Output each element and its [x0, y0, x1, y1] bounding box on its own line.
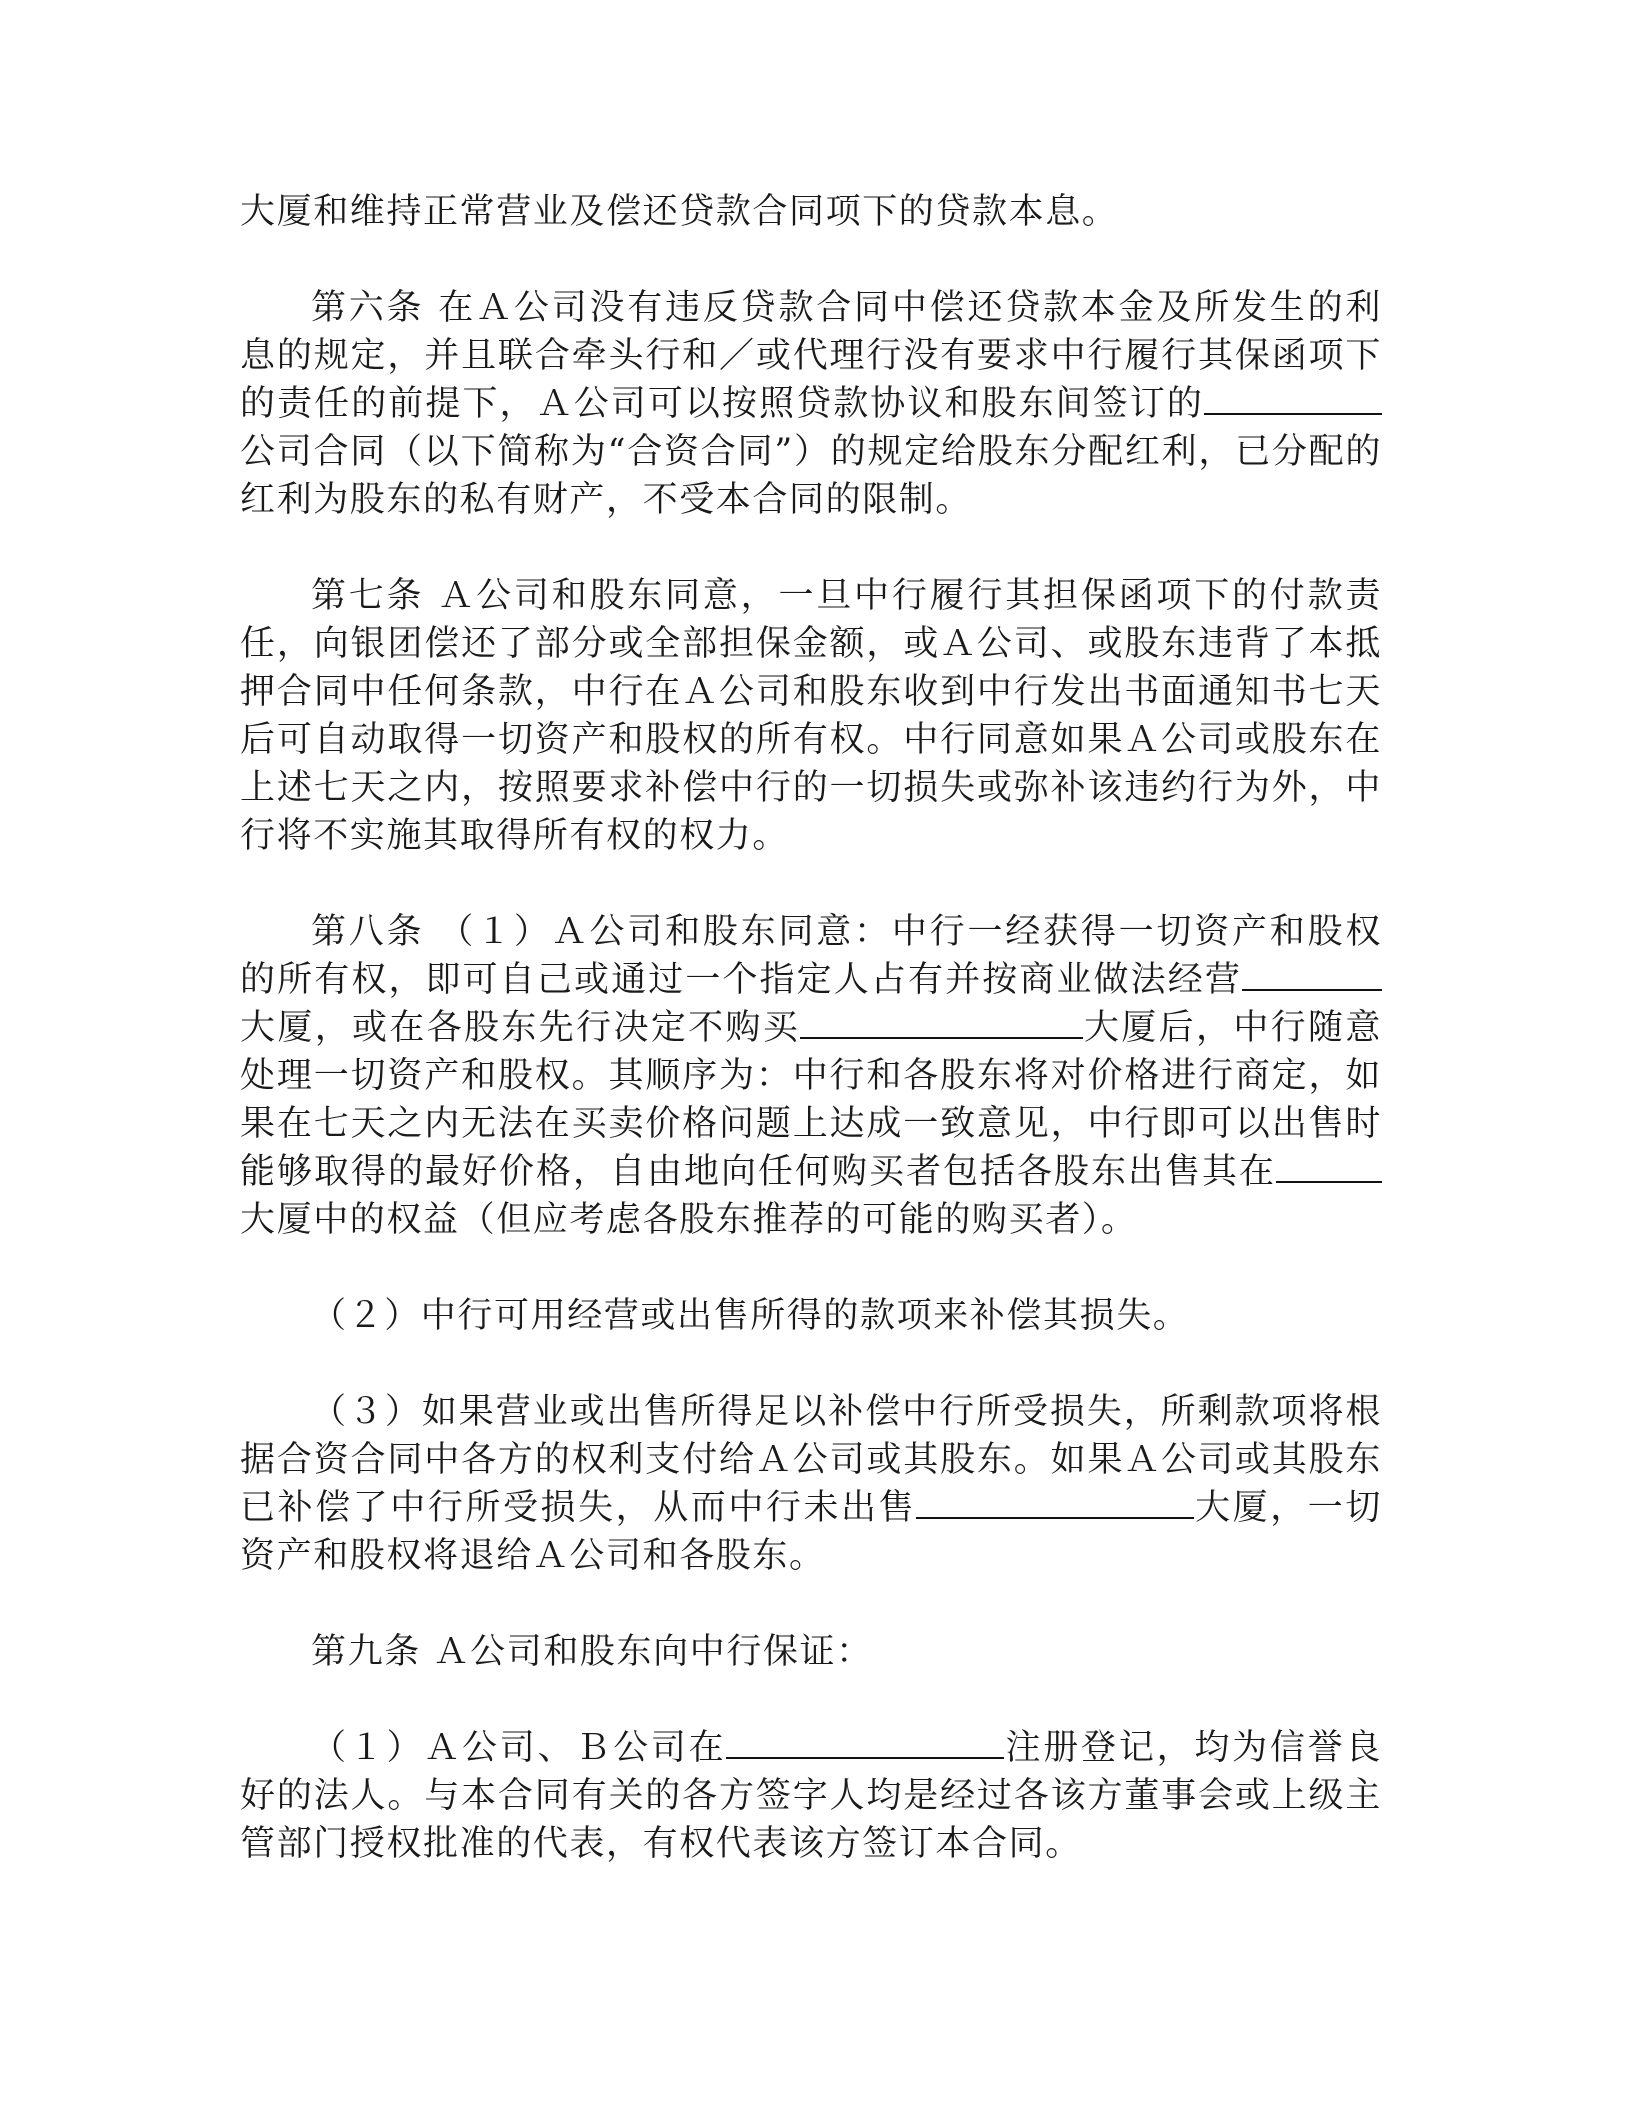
paragraph-text: 大厦和维持正常营业及偿还贷款合同项下的贷款本息。 [240, 192, 1119, 232]
paragraph-text: 大厦中的权益（但应考虑各股东推荐的可能的购买者）。 [240, 1200, 1138, 1240]
paragraph-text: （３）如果营业或出售所得足以补偿中行所受损失，所剩款项将根据合资合同中各方的权利支付给Ａ公司或其股东。如果Ａ公司或其股东已补偿了中行所受损失，从而中行未出售 [240, 1392, 1382, 1528]
fill-in-blank [916, 1487, 1194, 1519]
article-7-paragraph [240, 572, 1382, 860]
paragraph-text: 第九条 Ａ公司和股东向中行保证： [311, 1632, 873, 1672]
paragraph-text: 第八条 （１）Ａ公司和股东同意：中行一经获得一切资产和股权的所有权，即可自己或通过一个指定人占有并按商业做法经营 [240, 912, 1382, 1000]
paragraph-text: 公司合同（以下简称为“合资合同”）的规定给股东分配红利，已分配的红利为股东的私有财产，不受本合同的限制。 [240, 432, 1382, 520]
fill-in-blank [726, 1727, 1004, 1759]
article-6-paragraph [240, 284, 1382, 524]
article-9-clause-1 [240, 1724, 1382, 1868]
article-8-clause-1 [240, 908, 1382, 1244]
article-9-paragraph [240, 1628, 1382, 1676]
paragraph-text: 大厦后，中行随意处理一切资产和股权。其顺序为：中行和各股东将对价格进行商定，如果在七天之内无法在买卖价格问题上达成一致意见，中行即可以出售时能够取得的最好价格，自由地向任何购买者包括各股东出售其在 [240, 1008, 1382, 1192]
fill-in-blank [800, 1007, 1083, 1039]
article-8-clause-3 [240, 1388, 1382, 1580]
paragraph-text: 大厦，一切资产和股权将退给Ａ公司和各股东。 [240, 1488, 1382, 1576]
fill-in-blank [1276, 1151, 1382, 1183]
paragraph-text: （２）中行可用经营或出售所得的款项来补偿其损失。 [311, 1296, 1190, 1336]
paragraph-text: 注册登记，均为信誉良好的法人。与本合同有关的各方签字人均是经过各该方董事会或上级主管部门授权批准的代表，有权代表该方签订本合同。 [240, 1728, 1382, 1864]
paragraph-continuation [240, 188, 1382, 236]
paragraph-text: 大厦，或在各股东先行决定不购买 [240, 1008, 801, 1048]
article-8-clause-2 [240, 1292, 1382, 1340]
fill-in-blank [1242, 959, 1382, 991]
document-body [240, 188, 1382, 1916]
paragraph-text: 第七条 Ａ公司和股东同意，一旦中行履行其担保函项下的付款责任，向银团偿还了部分或全部担保金额，或Ａ公司、或股东违背了本抵押合同中任何条款，中行在Ａ公司和股东收到中行发出书面通知书七天后可自动取得一切资产和股权的所有权。中行同意如果Ａ公司或股东在上述七天之内，按照要求补偿中行的一切损失或弥补该违约行为外，中行将不实施其取得所有权的权力。 [240, 576, 1382, 856]
fill-in-blank [1204, 383, 1382, 415]
paragraph-text: 第六条 在Ａ公司没有违反贷款合同中偿还贷款本金及所发生的利息的规定，并且联合牵头行和／或代理行没有要求中行履行其保函项下的责任的前提下，Ａ公司可以按照贷款协议和股东间签订的 [240, 288, 1382, 424]
paragraph-text: （１）Ａ公司、Ｂ公司在 [311, 1728, 727, 1768]
